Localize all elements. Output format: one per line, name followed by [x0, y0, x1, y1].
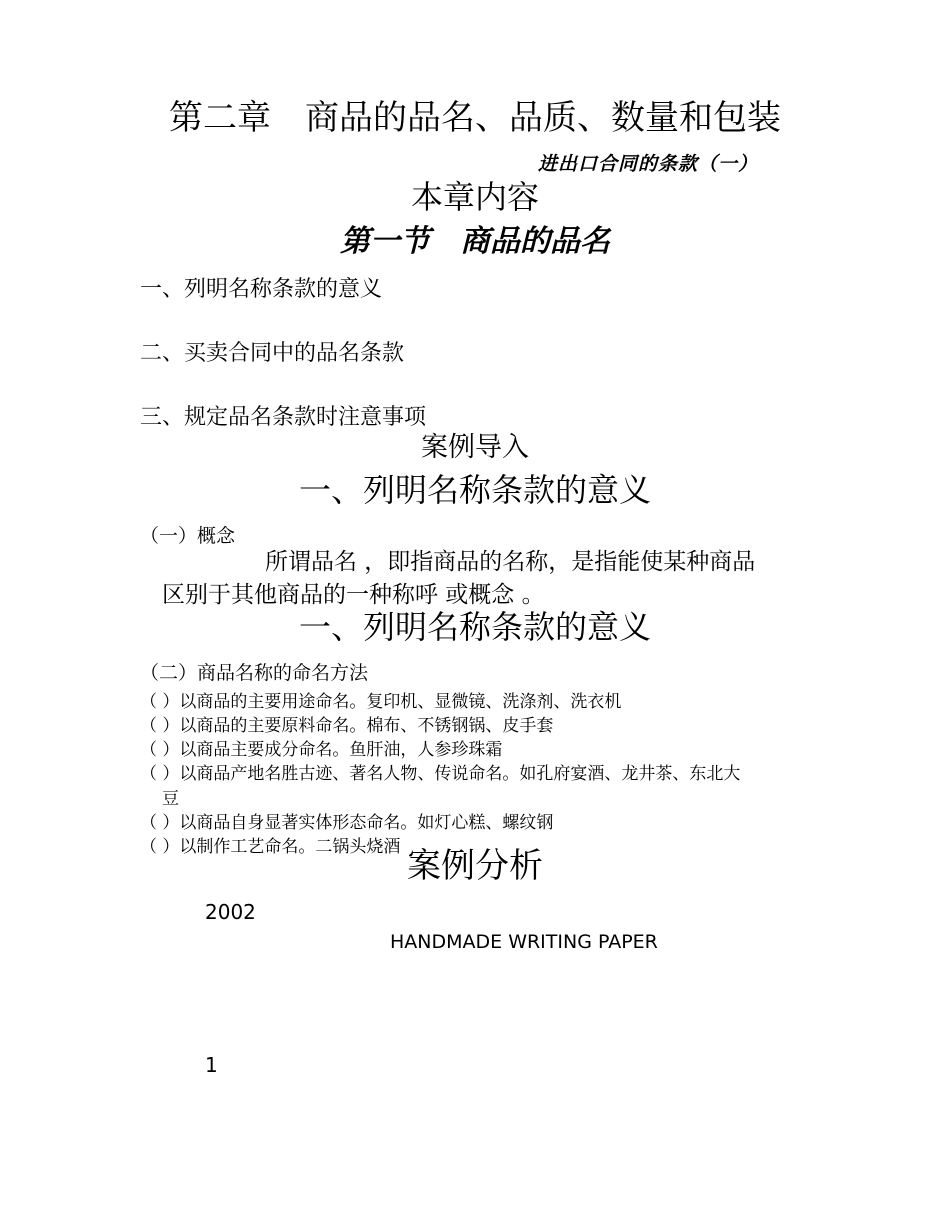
outline-item-2: 二、买卖合同中的品名条款 [140, 341, 405, 366]
concept-label: （一）概念 [140, 525, 236, 547]
naming-method-4: （ ）以商品产地名胜古迹、著名人物、传说命名。如孔府宴酒、龙井茶、东北大 [140, 764, 741, 784]
chapter-subtitle: 进出口合同的条款（一） [538, 153, 759, 175]
naming-methods-label: （二）商品名称的命名方法 [140, 662, 369, 684]
outline-item-3: 三、规定品名条款时注意事项 [140, 405, 427, 430]
naming-method-6: （ ）以制作工艺命名。二锅头烧酒 [140, 837, 401, 857]
chapter-title: 第二章 商品的品名、品质、数量和包装 [169, 98, 781, 138]
naming-method-4-continued: 豆 [162, 789, 179, 809]
year-text: 2002 [205, 900, 256, 924]
naming-method-1: （ ）以商品的主要用途命名。复印机、显微镜、洗涤剂、洗衣机 [140, 692, 622, 712]
naming-method-3: （ ）以商品主要成分命名。鱼肝油，人参珍珠霜 [140, 740, 503, 760]
case-intro-heading: 案例导入 [421, 432, 529, 463]
section-heading: 第一节 商品的品名 [340, 224, 610, 259]
product-name: HANDMADE WRITING PAPER [390, 931, 658, 953]
naming-method-2: （ ）以商品的主要原料命名。棉布、不锈钢锅、皮手套 [140, 716, 554, 736]
page-number: 1 [205, 1053, 218, 1077]
meaning-heading-1: 一、列明名称条款的意义 [298, 471, 651, 509]
naming-method-5: （ ）以商品自身显著实体形态命名。如灯心糕、螺纹钢 [140, 813, 554, 833]
case-analysis-heading: 案例分析 [407, 846, 543, 886]
concept-line-2: 区别于其他商品的一种称呼 或概念 。 [162, 582, 545, 608]
contents-heading: 本章内容 [410, 178, 539, 216]
outline-item-1: 一、列明名称条款的意义 [140, 277, 383, 302]
meaning-heading-2: 一、列明名称条款的意义 [298, 608, 651, 646]
concept-line-1: 所谓品名 ，即指商品的名称，是指能使某种商品 [265, 549, 756, 575]
